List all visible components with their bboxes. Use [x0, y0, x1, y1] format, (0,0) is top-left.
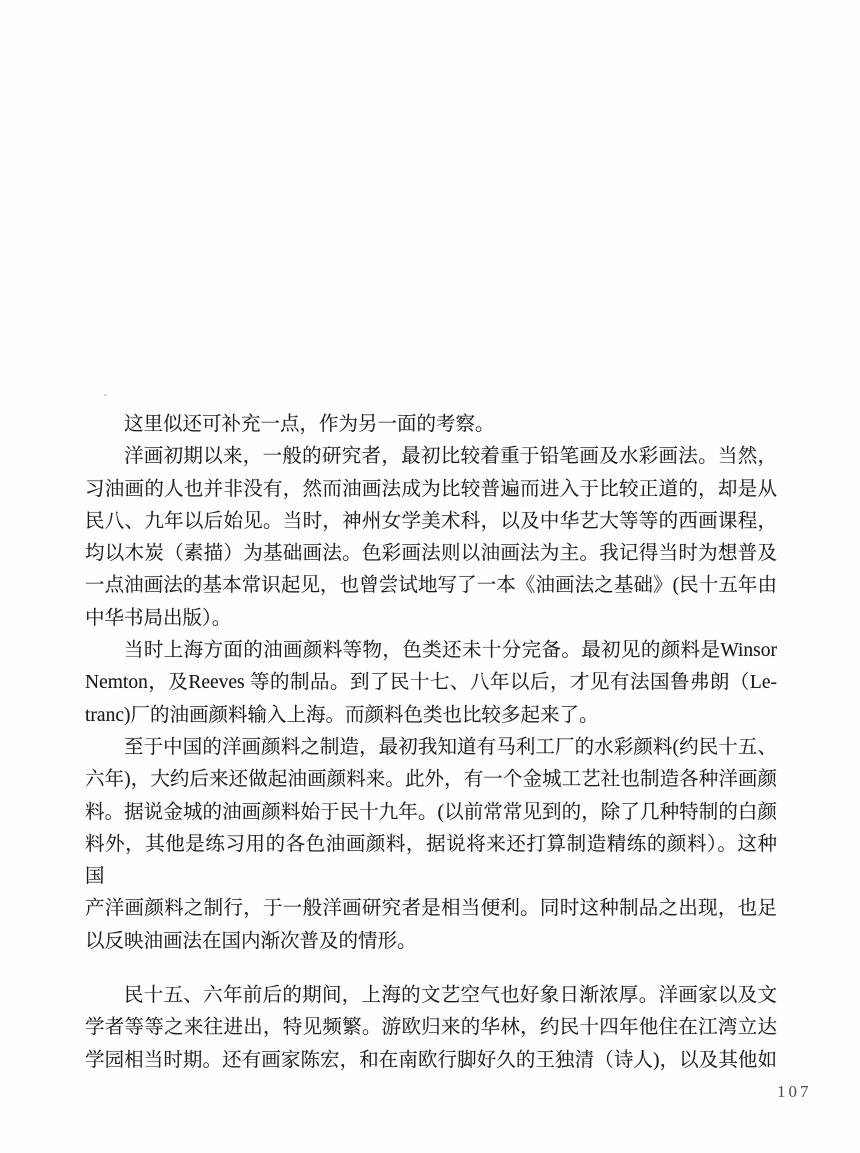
text-line: tranc)厂的油画颜料输入上海。而颜料色类也比较多起来了。	[85, 704, 599, 726]
text-line: 一点油画法的基本常识起见，也曾尝试地写了一本《油画法之基础》(民十五年由	[85, 575, 777, 597]
text-line: 当时上海方面的油画颜料等物，色类还未十分完备。最初见的颜料是Winsor	[124, 640, 777, 662]
text-line: 中华书局出版）。	[85, 607, 232, 629]
text-line: 料外，其他是练习用的各色油画颜料，据说将来还打算制造精练的颜料）。这种国	[85, 833, 777, 888]
text-line: 洋画初期以来，一般的研究者，最初比较着重于铅笔画及水彩画法。当然，	[124, 446, 777, 468]
text-line: 民八、九年以后始见。当时，神州女学美术科，以及中华艺大等等的西画课程，	[85, 510, 777, 532]
text-line: 习油画的人也并非没有，然而油画法成为比较普遍而进入于比较正道的，却是从	[85, 478, 777, 500]
text-line: 六年)，大约后来还做起油画颜料来。此外，有一个金城工艺社也制造各种洋画颜	[85, 769, 777, 791]
text-line: 这里似还可补充一点，作为另一面的考察。	[124, 414, 495, 435]
text-line: 料。据说金城的油画颜料始于民十九年。(以前常常见到的，除了几种特制的白颜	[85, 801, 777, 823]
text-line: Nemton，及Reeves 等的制品。到了民十七、八年以后，才见有法国鲁弗朗（Le-	[85, 672, 777, 694]
text-line: 以反映油画法在国内渐次普及的情形。	[85, 930, 417, 952]
text-line: 均以木炭（素描）为基础画法。色彩画法则以油画法为主。我记得当时为想普及	[85, 543, 777, 565]
body-text	[85, 409, 777, 1077]
scan-speck	[104, 394, 107, 396]
text-line: 至于中国的洋画颜料之制造，最初我知道有马利工厂的水彩颜料(约民十五、	[124, 736, 777, 758]
text-line: 民十五、六年前后的期间，上海的文艺空气也好象日渐浓厚。洋画家以及文	[124, 985, 777, 1007]
text-line: 学园相当时期。还有画家陈宏，和在南欧行脚好久的王独清（诗人)，以及其他如	[85, 1049, 777, 1071]
text-line: 学者等等之来往进出，特见频繁。游欧归来的华林，约民十四年他住在江湾立达	[85, 1017, 777, 1039]
text-line: 产洋画颜料之制行，于一般洋画研究者是相当便利。同时这种制品之出现，也足	[85, 898, 777, 920]
page-number: 107	[777, 1082, 812, 1101]
